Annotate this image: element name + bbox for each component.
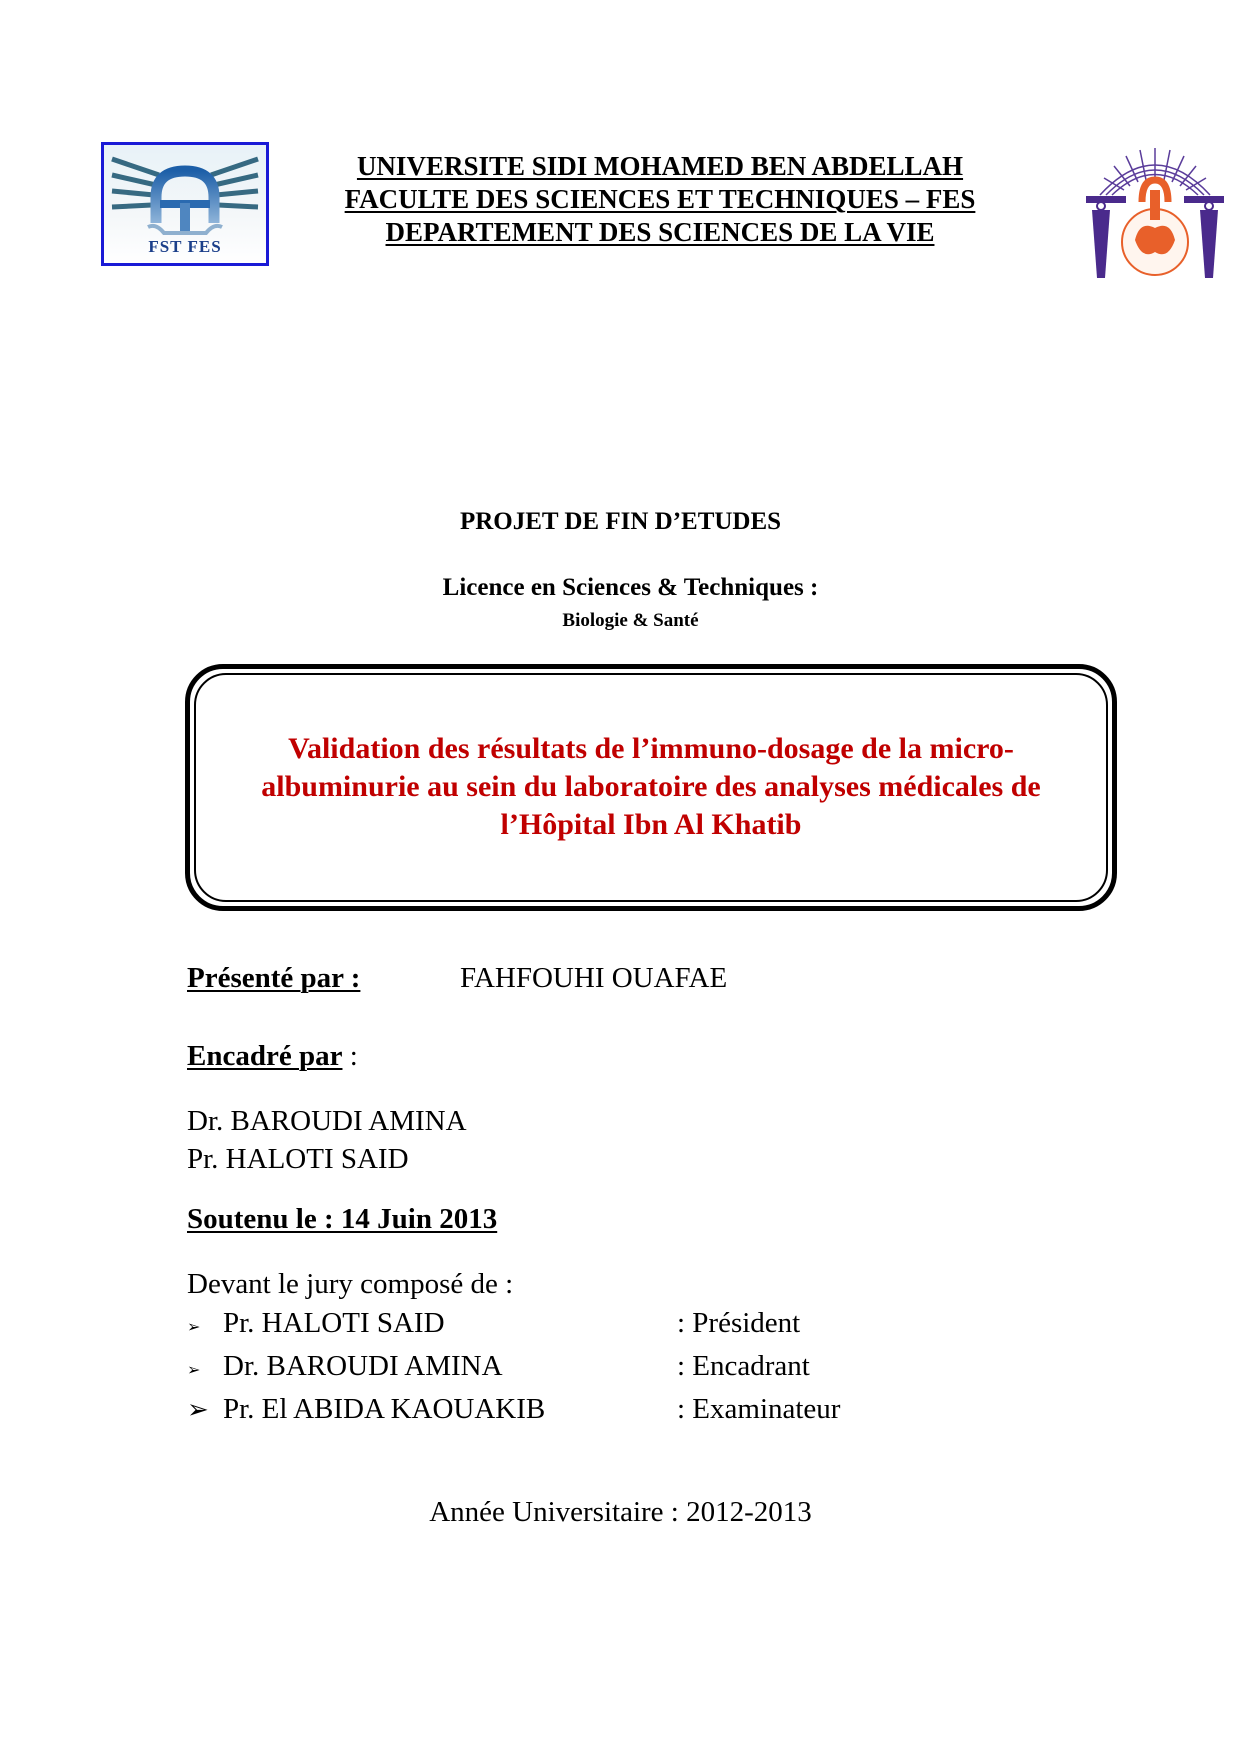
- project-type: PROJET DE FIN D’ETUDES: [459, 508, 782, 535]
- supervisor-list: [187, 1102, 467, 1178]
- jury-member: [187, 1304, 947, 1347]
- jury-member: [187, 1390, 947, 1429]
- supervisor-item: Pr. HALOTI SAID: [187, 1143, 409, 1175]
- student-name: FAHFOUHI OUAFAE: [460, 962, 728, 994]
- thesis-title-line: l’Hôpital Ibn Al Khatib: [500, 808, 802, 841]
- fst-fes-logo: [101, 142, 269, 266]
- arrow-bullet-icon: ➢: [187, 1362, 201, 1379]
- university-name: UNIVERSITE SIDI MOHAMED BEN ABDELLAH: [356, 151, 964, 181]
- degree-title: Licence en Sciences & Techniques :: [442, 574, 819, 601]
- university-emblem-icon: [1080, 140, 1230, 280]
- supervisor-item: Dr. BAROUDI AMINA: [187, 1105, 467, 1137]
- jury-member-name: Pr. HALOTI SAID: [223, 1307, 445, 1339]
- jury-member-role: : Encadrant: [677, 1350, 810, 1382]
- presented-by-label: Présenté par :: [187, 962, 361, 994]
- arrow-bullet-icon: ➢: [187, 1395, 209, 1424]
- jury-member-role: : Président: [677, 1307, 801, 1339]
- fst-fes-logo-text: FST FES: [148, 237, 222, 256]
- jury-member-name: Dr. BAROUDI AMINA: [223, 1350, 503, 1382]
- supervised-by-label: Encadré par :: [187, 1040, 358, 1072]
- jury-member-role: : Examinateur: [677, 1393, 841, 1425]
- usmba-university-emblem: [1080, 140, 1230, 280]
- faculty-name: FACULTE DES SCIENCES ET TECHNIQUES – FES: [344, 184, 976, 214]
- thesis-title: [195, 730, 1107, 844]
- department-name: DEPARTEMENT DES SCIENCES DE LA VIE: [385, 217, 935, 247]
- arrow-bullet-icon: ➢: [187, 1319, 201, 1336]
- jury-member: [187, 1347, 947, 1390]
- thesis-title-line: Validation des résultats de l’immuno-dosage de la micro-: [288, 732, 1014, 765]
- jury-member-name: Pr. El ABIDA KAOUAKIB: [223, 1393, 546, 1425]
- institution-header: [300, 150, 1020, 249]
- jury-intro: Devant le jury composé de :: [187, 1268, 514, 1300]
- academic-year: Année Universitaire : 2012-2013: [429, 1496, 812, 1528]
- jury-list: [187, 1304, 947, 1429]
- defense-date: Soutenu le : 14 Juin 2013: [187, 1203, 498, 1235]
- speciality: Biologie & Santé: [562, 610, 699, 631]
- thesis-title-line: albuminurie au sein du laboratoire des analyses médicales de: [261, 770, 1041, 803]
